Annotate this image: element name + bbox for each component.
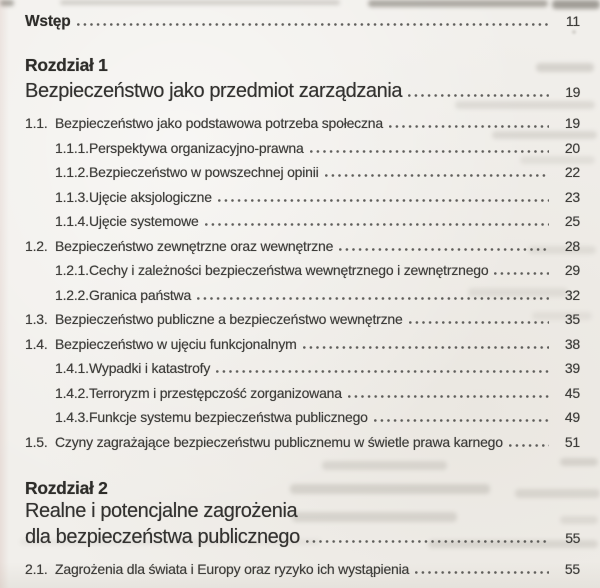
- entry-number: 2.1.: [25, 561, 48, 577]
- entry-number: 1.3.: [25, 311, 48, 327]
- entry-page-number: 25: [564, 213, 580, 229]
- entry-label: Bezpieczeństwo publiczne a bezpieczeństwo wewnętrzne: [55, 311, 403, 327]
- entry-number: 1.4.1.: [55, 360, 89, 376]
- entry-page-number: 32: [564, 286, 580, 303]
- chapter-title-line: [25, 500, 580, 526]
- entry-number: 1.1.1.: [55, 139, 89, 156]
- dot-leader: [306, 540, 549, 543]
- entry-number: 1.5.: [25, 433, 48, 450]
- chapter-entries: [25, 115, 580, 458]
- chapter-title-text: Realne i potencjalne zagrożenia: [25, 500, 298, 522]
- entry-page-number: 28: [564, 237, 580, 254]
- dot-leader: [494, 272, 549, 275]
- toc-entry: [25, 189, 580, 214]
- entry-page-number: 38: [564, 335, 580, 352]
- entry-page-number: 20: [564, 139, 580, 156]
- entry-page-number: 39: [564, 360, 580, 376]
- entry-label: Cechy i zależności bezpieczeństwa wewnętrznego i zewnętrznego: [89, 262, 489, 278]
- dot-leader: [389, 125, 549, 128]
- entry-label: Zagrożenia dla świata i Europy oraz ryzyko ich wystąpienia: [55, 561, 410, 577]
- chapter-title: [25, 500, 580, 552]
- entry-number: 1.2.1.: [55, 262, 89, 278]
- dot-leader: [310, 150, 549, 153]
- toc-entry: [25, 262, 580, 287]
- chapter-heading: Rozdział 2: [25, 478, 108, 498]
- toc-entry: [25, 287, 580, 312]
- entry-page-number: 49: [564, 409, 580, 425]
- toc-entry-wstep: [25, 13, 580, 35]
- chapter-section: [25, 55, 580, 458]
- toc-entry: [25, 115, 580, 140]
- dot-leader: [415, 571, 549, 574]
- dot-leader: [218, 199, 549, 202]
- dot-leader: [374, 419, 549, 422]
- entry-label: Terroryzm i przestępczość zorganizowana: [89, 384, 342, 401]
- chapter-section: [25, 478, 580, 586]
- chapter-title-text: dla bezpieczeństwa publicznego: [25, 526, 300, 548]
- entry-label: Bezpieczeństwo w ujęciu funkcjonalnym: [55, 335, 297, 352]
- toc-entry: [25, 213, 580, 238]
- entry-page-number: 55: [564, 561, 580, 577]
- toc-entry: [25, 164, 580, 189]
- dot-leader: [303, 346, 549, 349]
- entry-label: Bezpieczeństwo w powszechnej opinii: [89, 164, 319, 180]
- chapters-container: [25, 55, 580, 586]
- dot-leader: [509, 444, 549, 447]
- entry-number: 1.1.4.: [55, 213, 89, 229]
- entry-page-number: 51: [564, 433, 580, 450]
- chapter-entries: [25, 561, 580, 586]
- entry-page-number: 35: [564, 311, 580, 327]
- dot-leader: [216, 370, 549, 373]
- entry-label: Czyny zagrażające bezpieczeństwu publicznemu w świetle prawa karnego: [55, 433, 503, 450]
- entry-number: 1.4.3.: [55, 409, 89, 425]
- entry-number: 1.1.2.: [55, 164, 89, 180]
- toc-entry: [25, 140, 580, 165]
- entry-page-number: 11: [565, 13, 580, 29]
- toc-entry: [25, 434, 580, 459]
- entry-label: Ujęcie aksjologiczne: [89, 188, 212, 205]
- toc-entry: [25, 561, 580, 586]
- dot-leader: [77, 23, 549, 26]
- chapter-title-text: Bezpieczeństwo jako przedmiot zarządzania: [25, 80, 403, 102]
- entry-number: 1.4.: [25, 335, 48, 352]
- dot-leader: [197, 297, 549, 300]
- entry-number: 1.1.3.: [55, 188, 89, 205]
- entry-page-number: 22: [564, 164, 580, 180]
- chapter-page-number: 19: [565, 84, 580, 100]
- toc-entry: [25, 238, 580, 263]
- chapter-heading: Rozdział 1: [25, 55, 108, 75]
- entry-page-number: 19: [564, 115, 580, 131]
- entry-label: Granica państwa: [89, 286, 192, 303]
- chapter-title-line: [25, 526, 580, 552]
- entry-page-number: 29: [564, 262, 580, 278]
- toc-entry: [25, 360, 580, 385]
- chapter-page-number: 55: [565, 530, 580, 546]
- chapter-title-line: [25, 80, 580, 106]
- entry-number: 1.2.2.: [55, 286, 89, 303]
- entry-label: Bezpieczeństwo jako podstawowa potrzeba społeczna: [55, 115, 383, 131]
- entry-label: Wypadki i katastrofy: [89, 360, 211, 376]
- entry-page-number: 45: [564, 384, 580, 401]
- scan-artifact: [0, 0, 14, 6]
- entry-page-number: 23: [564, 188, 580, 205]
- entry-label: Ujęcie systemowe: [89, 213, 199, 229]
- dot-leader: [348, 395, 549, 398]
- toc-entry: [25, 311, 580, 336]
- toc-entry: [25, 409, 580, 434]
- entry-number: 1.1.: [25, 115, 48, 131]
- entry-label: Bezpieczeństwo zewnętrzne oraz wewnętrzne: [55, 237, 334, 254]
- toc-entry: [25, 385, 580, 410]
- toc-content: [25, 0, 580, 586]
- dot-leader: [205, 223, 549, 226]
- dot-leader: [409, 321, 549, 324]
- dot-leader: [408, 94, 549, 97]
- entry-label: Perspektywa organizacyjno-prawna: [89, 139, 304, 156]
- entry-number: 1.4.2.: [55, 384, 89, 401]
- toc-entry: [25, 336, 580, 361]
- dot-leader: [339, 248, 549, 251]
- dot-leader: [325, 174, 549, 177]
- chapter-title: [25, 80, 580, 106]
- entry-label: Funkcje systemu bezpieczeństwa publicznego: [89, 409, 368, 425]
- entry-number: 1.2.: [25, 237, 48, 254]
- entry-label: Wstęp: [25, 13, 71, 30]
